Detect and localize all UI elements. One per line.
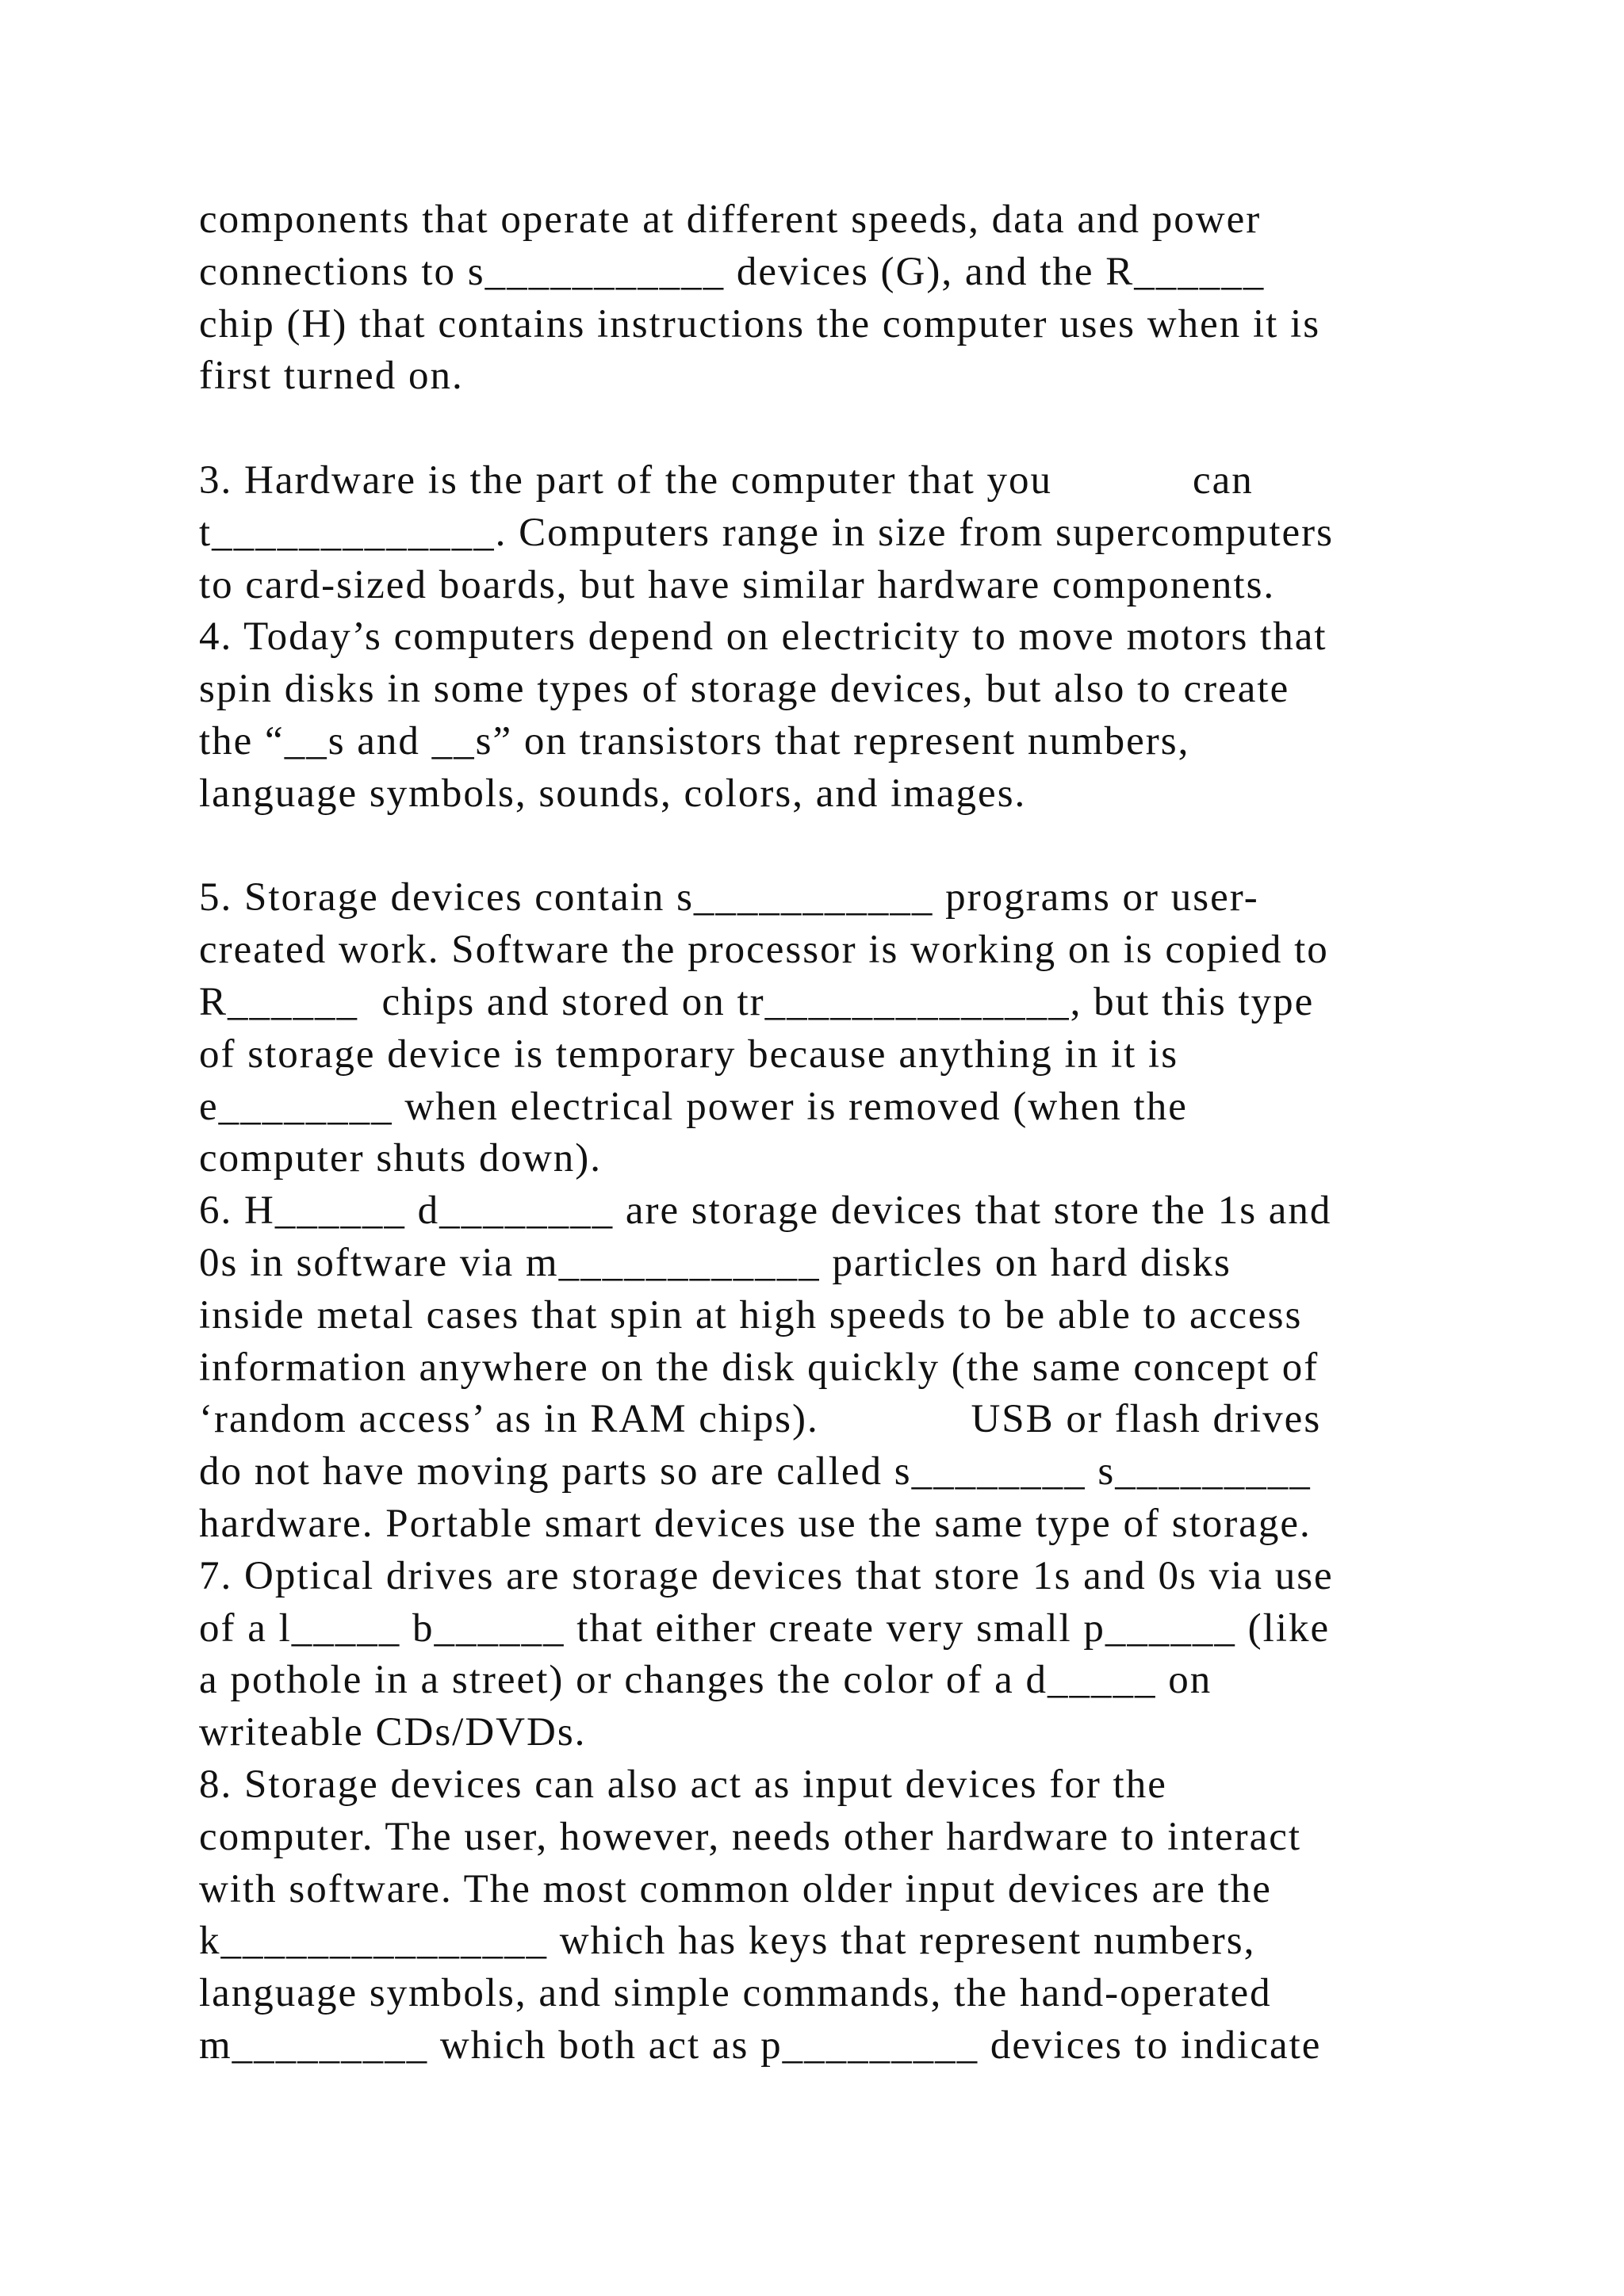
text-line: 4. Today’s computers depend on electricity to move motors that xyxy=(199,614,1327,660)
text-line: t_____________. Computers range in size from supercomputers xyxy=(199,510,1335,555)
text-line: spin disks in some types of storage devices, but also to create xyxy=(199,667,1290,712)
text-line: 8. Storage devices can also act as input devices for the xyxy=(199,1762,1167,1807)
text-line: of storage device is temporary because anything in it is xyxy=(199,1031,1179,1077)
text-line: 6. H______ d________ are storage devices that store the 1s and xyxy=(199,1188,1332,1234)
text-line: writeable CDs/DVDs. xyxy=(199,1710,587,1755)
text-line: a pothole in a street) or changes the color of a d_____ on xyxy=(199,1658,1212,1703)
text-line: hardware. Portable smart devices use the same type of storage. xyxy=(199,1501,1312,1546)
text-line: the “__s and __s” on transistors that represent numbers, xyxy=(199,718,1190,763)
text-line: 0s in software via m____________ particles on hard disks xyxy=(199,1240,1231,1285)
text-line: 3. Hardware is the part of the computer that you can xyxy=(199,457,1254,503)
text-line: information anywhere on the disk quickly (the same concept of xyxy=(199,1345,1320,1390)
text-line: connections to s___________ devices (G), and the R______ xyxy=(199,249,1266,294)
text-line: first turned on. xyxy=(199,354,464,399)
worksheet-text xyxy=(199,194,1484,2072)
text-line: language symbols, and simple commands, the hand-operated xyxy=(199,1971,1272,2016)
text-line: e________ when electrical power is removed (when the xyxy=(199,1084,1188,1129)
text-line: computer. The user, however, needs other hardware to interact xyxy=(199,1814,1302,1859)
text-line: 7. Optical drives are storage devices that store 1s and 0s via use xyxy=(199,1553,1334,1598)
text-line: of a l_____ b______ that either create very small p______ (like xyxy=(199,1605,1331,1651)
text-line: created work. Software the processor is working on is copied to xyxy=(199,928,1329,973)
blank-line xyxy=(199,403,1484,455)
text-line: components that operate at different speeds, data and power xyxy=(199,197,1262,242)
text-line: chip (H) that contains instructions the computer uses when it is xyxy=(199,301,1321,346)
text-line: R______ chips and stored on tr______________, but this type xyxy=(199,979,1315,1024)
text-line: k_______________ which has keys that represent numbers, xyxy=(199,1919,1256,1964)
text-line: do not have moving parts so are called s________ s_________ xyxy=(199,1449,1312,1494)
text-line: language symbols, sounds, colors, and images. xyxy=(199,771,1027,816)
blank-line xyxy=(199,821,1484,873)
text-line: 5. Storage devices contain s___________ programs or user- xyxy=(199,875,1259,920)
text-line: inside metal cases that spin at high speeds to be able to access xyxy=(199,1292,1303,1337)
text-line: with software. The most common older input devices are the xyxy=(199,1866,1272,1911)
text-line: m_________ which both act as p_________ devices to indicate xyxy=(199,2022,1322,2068)
text-line: computer shuts down). xyxy=(199,1136,603,1181)
text-line: to card-sized boards, but have similar hardware components. xyxy=(199,562,1276,607)
text-line: ‘random access’ as in RAM chips). USB or flash drives xyxy=(199,1397,1322,1442)
